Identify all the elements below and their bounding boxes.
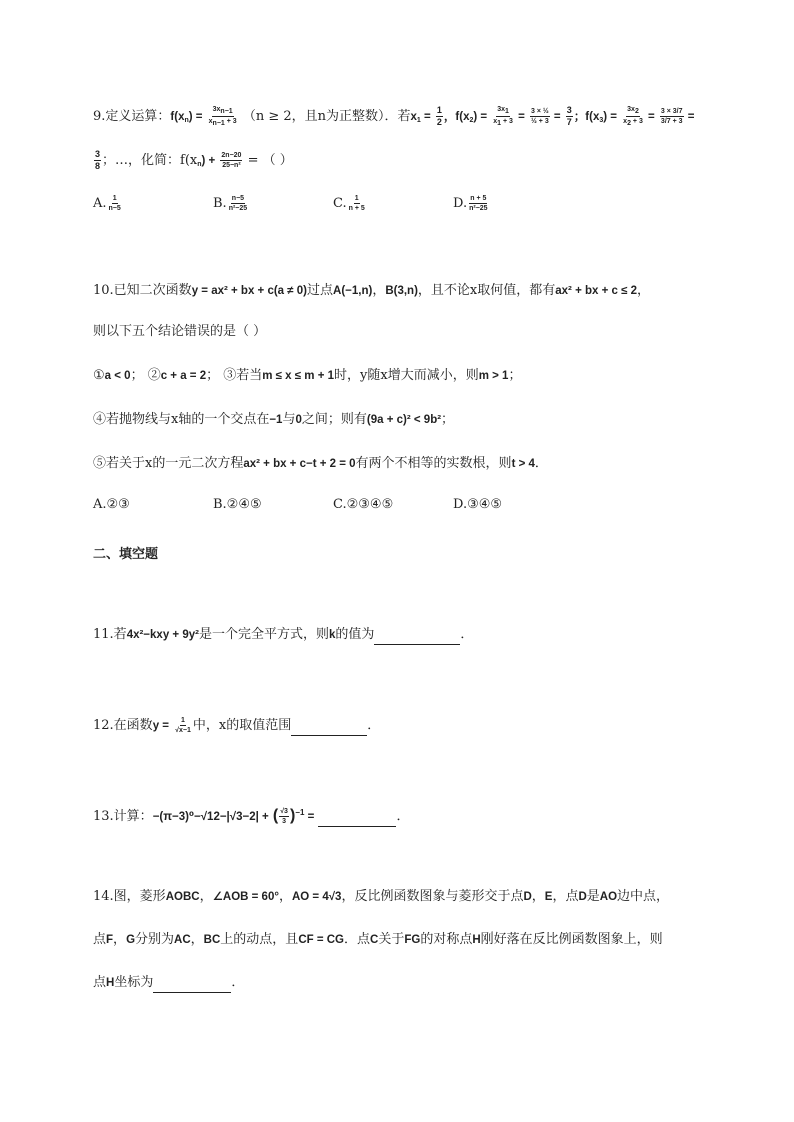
q10-option-b[interactable]: B.②④⑤ bbox=[213, 497, 262, 512]
q14-line-1 bbox=[93, 887, 669, 907]
q14-e: ， bbox=[531, 889, 545, 904]
q14-line-3 bbox=[93, 973, 244, 993]
q10-option-a[interactable]: A.②③ bbox=[93, 497, 130, 512]
q9-fx3-fraction bbox=[622, 106, 644, 127]
q10-stem: 10.已知二次函数 bbox=[93, 283, 192, 298]
q12-fraction bbox=[174, 717, 192, 734]
q10-point-a: A(−1,n) bbox=[333, 285, 373, 297]
q9-eq3: = bbox=[644, 111, 655, 123]
q9-option-b-den: n²−25 bbox=[228, 205, 248, 212]
q14-line-2 bbox=[93, 930, 663, 950]
q9-half-num: 1 bbox=[436, 105, 442, 115]
q9-option-b-label: B. bbox=[213, 196, 227, 211]
q14-l3-period: ． bbox=[231, 975, 245, 990]
q14-l2-m5: CF = CG bbox=[298, 934, 344, 946]
q9-option-c-label: C. bbox=[333, 196, 347, 211]
q10-c4-d: ； bbox=[441, 412, 455, 427]
q10-line-2: 则以下五个结论错误的是（ ） bbox=[93, 324, 267, 339]
q13-frac-den: 3 bbox=[282, 818, 287, 825]
q12-period: ． bbox=[367, 718, 381, 733]
q9-def-num: 3x bbox=[212, 106, 221, 113]
q9-x1: x bbox=[410, 111, 417, 123]
q9-fx3-den-tail: + 3 bbox=[630, 118, 643, 125]
q9-option-d-label: D. bbox=[453, 196, 468, 211]
q9-option-c[interactable] bbox=[333, 195, 367, 212]
q9-line2-num: 3 bbox=[95, 149, 101, 159]
q13-period: ． bbox=[396, 809, 410, 824]
q13-expression: −(π−3)⁰−√12−|√3−2| + bbox=[152, 811, 269, 823]
q13-fraction bbox=[279, 808, 289, 825]
q14-l2-c: 分别为 bbox=[135, 932, 175, 947]
q10-c4-a: ④若抛物线与x轴的一个交点在 bbox=[93, 412, 270, 427]
q9-fxn-close: ) = bbox=[188, 111, 203, 123]
q14-l3-m1: H bbox=[106, 977, 115, 989]
q9-option-d[interactable] bbox=[453, 195, 490, 212]
q9-def-num-sub: n−1 bbox=[220, 108, 233, 115]
q10-line-1 bbox=[93, 281, 650, 301]
q9-half bbox=[436, 106, 443, 127]
q9-simp-den: 25−n² bbox=[222, 162, 241, 169]
q14-l3-a: 点 bbox=[93, 975, 107, 990]
q14-m4: D bbox=[523, 891, 532, 903]
q9-def-fraction bbox=[208, 106, 238, 127]
q10-c4-c: 之间；则有 bbox=[301, 412, 367, 427]
q10-conclusions-1 bbox=[93, 366, 521, 386]
q9-option-d-num: n + 5 bbox=[470, 195, 487, 202]
q9-eq2: = bbox=[550, 111, 561, 123]
q9-option-d-den: n²−25 bbox=[469, 205, 488, 212]
q14-m1: AOBC bbox=[165, 891, 200, 903]
q9-x1-eq: = bbox=[420, 111, 431, 123]
q14-l2-m3: AC bbox=[174, 934, 191, 946]
q9-condition: （n ≥ 2，且n为正整数）．若 bbox=[242, 109, 411, 124]
q10-text-c: ， bbox=[372, 283, 386, 298]
q9-fx2-close: ) = bbox=[473, 111, 488, 123]
q14-l2-m8: H bbox=[472, 934, 481, 946]
q14-m5: E bbox=[544, 891, 553, 903]
q9-fx3-num: 3x bbox=[627, 106, 635, 113]
q10-c1-e: ； bbox=[508, 368, 522, 383]
q9-half-den: 2 bbox=[436, 117, 442, 127]
q10-c5-a: ⑤若关于x的一元二次方程 bbox=[93, 456, 244, 471]
q9-line2-tail: = （ ） bbox=[243, 153, 293, 168]
q14-m3: AO = 4√3 bbox=[291, 891, 342, 903]
q14-l2-a: 点 bbox=[93, 932, 107, 947]
q14-l2-m4: BC bbox=[203, 934, 221, 946]
q9-simplify-fraction bbox=[220, 152, 242, 169]
q12-num: 1 bbox=[181, 717, 185, 724]
q9-fx3-close: ) = bbox=[603, 111, 618, 123]
q14-b: ， bbox=[199, 889, 213, 904]
q10-option-c[interactable]: C.②③④⑤ bbox=[333, 497, 394, 512]
q9-step2-num: 3 × ½ bbox=[531, 108, 549, 115]
q11-period: ． bbox=[460, 627, 474, 642]
q14-m7: AO bbox=[599, 891, 618, 903]
q10-c1-m2: c + a = 2 bbox=[160, 370, 207, 382]
q11-answer-blank[interactable] bbox=[374, 630, 460, 645]
q11-text-c: 的值为 bbox=[335, 627, 375, 642]
q14-m6: D bbox=[578, 891, 587, 903]
q11-k: k bbox=[328, 629, 336, 641]
q10-c1-a: ① bbox=[93, 368, 105, 383]
q9-step2 bbox=[530, 108, 550, 125]
q10-c1-c: ； ③若当 bbox=[206, 368, 263, 383]
q10-text-e: ， bbox=[637, 283, 651, 298]
q12-line bbox=[93, 716, 380, 736]
q9-fxn bbox=[170, 111, 202, 123]
q10-option-d[interactable]: D.③④⑤ bbox=[453, 497, 503, 512]
q10-conclusion-4 bbox=[93, 410, 454, 430]
q14-l2-g: 关于 bbox=[378, 932, 405, 947]
q9-option-c-den: n + 5 bbox=[348, 205, 365, 212]
q14-l3-b: 坐标为 bbox=[114, 975, 154, 990]
q11-stem: 11.若 bbox=[93, 627, 127, 642]
q9-three-eighths bbox=[94, 150, 101, 171]
q14-l2-m6: C bbox=[370, 934, 379, 946]
q14-l2-f: ．点 bbox=[344, 932, 371, 947]
q13-frac-num: √3 bbox=[280, 808, 288, 815]
q13-paren-close: ) bbox=[289, 807, 296, 824]
q9-option-a-num: 1 bbox=[112, 195, 117, 202]
q9-fx2-den-tail: + 3 bbox=[501, 118, 513, 125]
q9-fx2: ，f(x bbox=[443, 111, 470, 123]
q11-text-b: 是一个完全平方式，则 bbox=[198, 627, 329, 642]
q10-c1-m3: m ≤ x ≤ m + 1 bbox=[262, 370, 335, 382]
q10-c4-m1: −1 bbox=[269, 414, 283, 426]
q9-def-den-tail: + 3 bbox=[224, 118, 237, 125]
q12-text-b: 中，x的取值范围 bbox=[192, 718, 292, 733]
q14-g: 是 bbox=[586, 889, 600, 904]
q12-stem: 12.在函数 bbox=[93, 718, 153, 733]
q10-c5-m2: t > 4 bbox=[511, 458, 535, 470]
q9-fxn-text: f(x bbox=[170, 111, 185, 123]
q12-answer-blank[interactable] bbox=[291, 721, 367, 736]
q9-simp-num: 2n−20 bbox=[221, 152, 242, 159]
q10-c5-c: ． bbox=[534, 456, 548, 471]
q13-exponent: −1 bbox=[295, 808, 305, 817]
q14-c: ， bbox=[278, 889, 292, 904]
q9-eq: = bbox=[514, 111, 525, 123]
q10-c1-d: 时，y随x增大而减小，则 bbox=[334, 368, 479, 383]
q14-l2-e: 上的动点，且 bbox=[220, 932, 299, 947]
q14-stem: 14.图，菱形 bbox=[93, 889, 166, 904]
q9-eq4: = bbox=[684, 111, 695, 123]
q10-c4-b: 与 bbox=[282, 412, 296, 427]
q9-step3-num: 3 × 3/7 bbox=[660, 108, 683, 115]
q12-den: √x−1 bbox=[175, 727, 191, 734]
q10-text-b: 过点 bbox=[307, 283, 334, 298]
q9-res2-den: 7 bbox=[566, 117, 572, 127]
q10-c5-b: 有两个不相等的实数根，则 bbox=[355, 456, 512, 471]
q9-fx3-num-sub: 2 bbox=[634, 108, 639, 115]
q9-option-a-label: A. bbox=[93, 196, 107, 211]
q13-eq: = bbox=[304, 811, 315, 823]
q11-expression: 4x²−kxy + 9y² bbox=[126, 629, 199, 641]
q14-f: ，点 bbox=[552, 889, 579, 904]
q9-res2-num: 3 bbox=[566, 105, 572, 115]
q9-step2-den: ½ + 3 bbox=[531, 118, 549, 125]
q14-l2-h: 的对称点 bbox=[420, 932, 473, 947]
q14-d: ，反比例函数图象与菱形交于点 bbox=[341, 889, 524, 904]
q10-inequality: ax² + bx + c ≤ 2 bbox=[555, 285, 638, 297]
q9-fx2-sub: 2 bbox=[469, 117, 474, 124]
q14-l2-m7: FG bbox=[404, 934, 421, 946]
q9-option-a[interactable] bbox=[93, 195, 123, 212]
q9-line2-den: 8 bbox=[95, 161, 101, 171]
q9-fx3: ；f(x bbox=[573, 111, 600, 123]
q9-x1-sub: 1 bbox=[416, 117, 421, 124]
q14-l2-m1: F bbox=[106, 934, 114, 946]
q10-c4-m3: (9a + c)² < 9b² bbox=[366, 414, 442, 426]
q10-function: y = ax² + bx + c(a ≠ 0) bbox=[191, 285, 307, 297]
q9-line-2 bbox=[93, 150, 293, 175]
q14-h: 边中点， bbox=[617, 889, 670, 904]
q11-line bbox=[93, 625, 473, 645]
q10-c5-m1: ax² + bx + c−t + 2 = 0 bbox=[243, 458, 356, 470]
q9-option-b-num: n−5 bbox=[231, 195, 245, 202]
q9-step3 bbox=[660, 108, 684, 125]
q9-line2-sub: n bbox=[197, 161, 202, 168]
q9-fx2-den-sub: 1 bbox=[497, 120, 502, 127]
q9-option-b[interactable] bbox=[213, 195, 249, 212]
q10-c1-m1: a < 0 bbox=[104, 370, 131, 382]
q9-line2-plus: ) + bbox=[201, 155, 216, 167]
q9-option-c-num: 1 bbox=[354, 195, 359, 202]
q9-fx2-num: 3x bbox=[497, 106, 506, 113]
q10-c1-m4: m > 1 bbox=[478, 370, 509, 382]
q9-fx2-den: x bbox=[493, 118, 498, 125]
q9-fx3-den-sub: 2 bbox=[627, 120, 631, 127]
q14-l2-d: ， bbox=[190, 932, 204, 947]
q10-c4-m2: 0 bbox=[295, 414, 302, 426]
q14-l2-i: 刚好落在反比例函数图象上，则 bbox=[480, 932, 663, 947]
q9-step3-den: 3/7 + 3 bbox=[660, 118, 683, 125]
q9-fx3-den: x bbox=[623, 118, 628, 125]
q14-l2-m2: G bbox=[126, 934, 136, 946]
q9-res2 bbox=[566, 106, 573, 127]
q9-fx3-sub: 3 bbox=[599, 117, 604, 124]
q10-point-b: B(3,n) bbox=[385, 285, 418, 297]
q13-stem: 13.计算： bbox=[93, 809, 153, 824]
q14-m2: ∠AOB = 60° bbox=[212, 891, 279, 903]
q10-text-d: ，且不论x取何值，都有 bbox=[417, 283, 556, 298]
q13-paren-open: ( bbox=[272, 807, 279, 824]
q9-line2-text: ；…，化简：f(x bbox=[102, 153, 198, 168]
q9-stem: 9.定义运算： bbox=[93, 109, 171, 124]
q9-def-den: x bbox=[208, 118, 213, 125]
q9-fxn-sub: n bbox=[184, 117, 189, 124]
q9-line-1 bbox=[93, 106, 694, 131]
q9-fx2-num-sub: 1 bbox=[505, 108, 509, 115]
section-heading-fill-in: 二、填空题 bbox=[93, 547, 159, 562]
q9-def-den-sub: n−1 bbox=[212, 120, 225, 127]
q12-y-eq: y = bbox=[152, 720, 169, 732]
q14-l2-b: ， bbox=[113, 932, 127, 947]
q13-line bbox=[93, 803, 409, 827]
q10-c1-b: ； ② bbox=[130, 368, 161, 383]
q9-fx2-fraction bbox=[492, 106, 514, 127]
q10-conclusion-5 bbox=[93, 454, 548, 474]
q13-answer-blank[interactable] bbox=[318, 812, 396, 827]
q14-answer-blank[interactable] bbox=[153, 978, 231, 993]
q9-option-a-den: n−5 bbox=[108, 205, 121, 212]
